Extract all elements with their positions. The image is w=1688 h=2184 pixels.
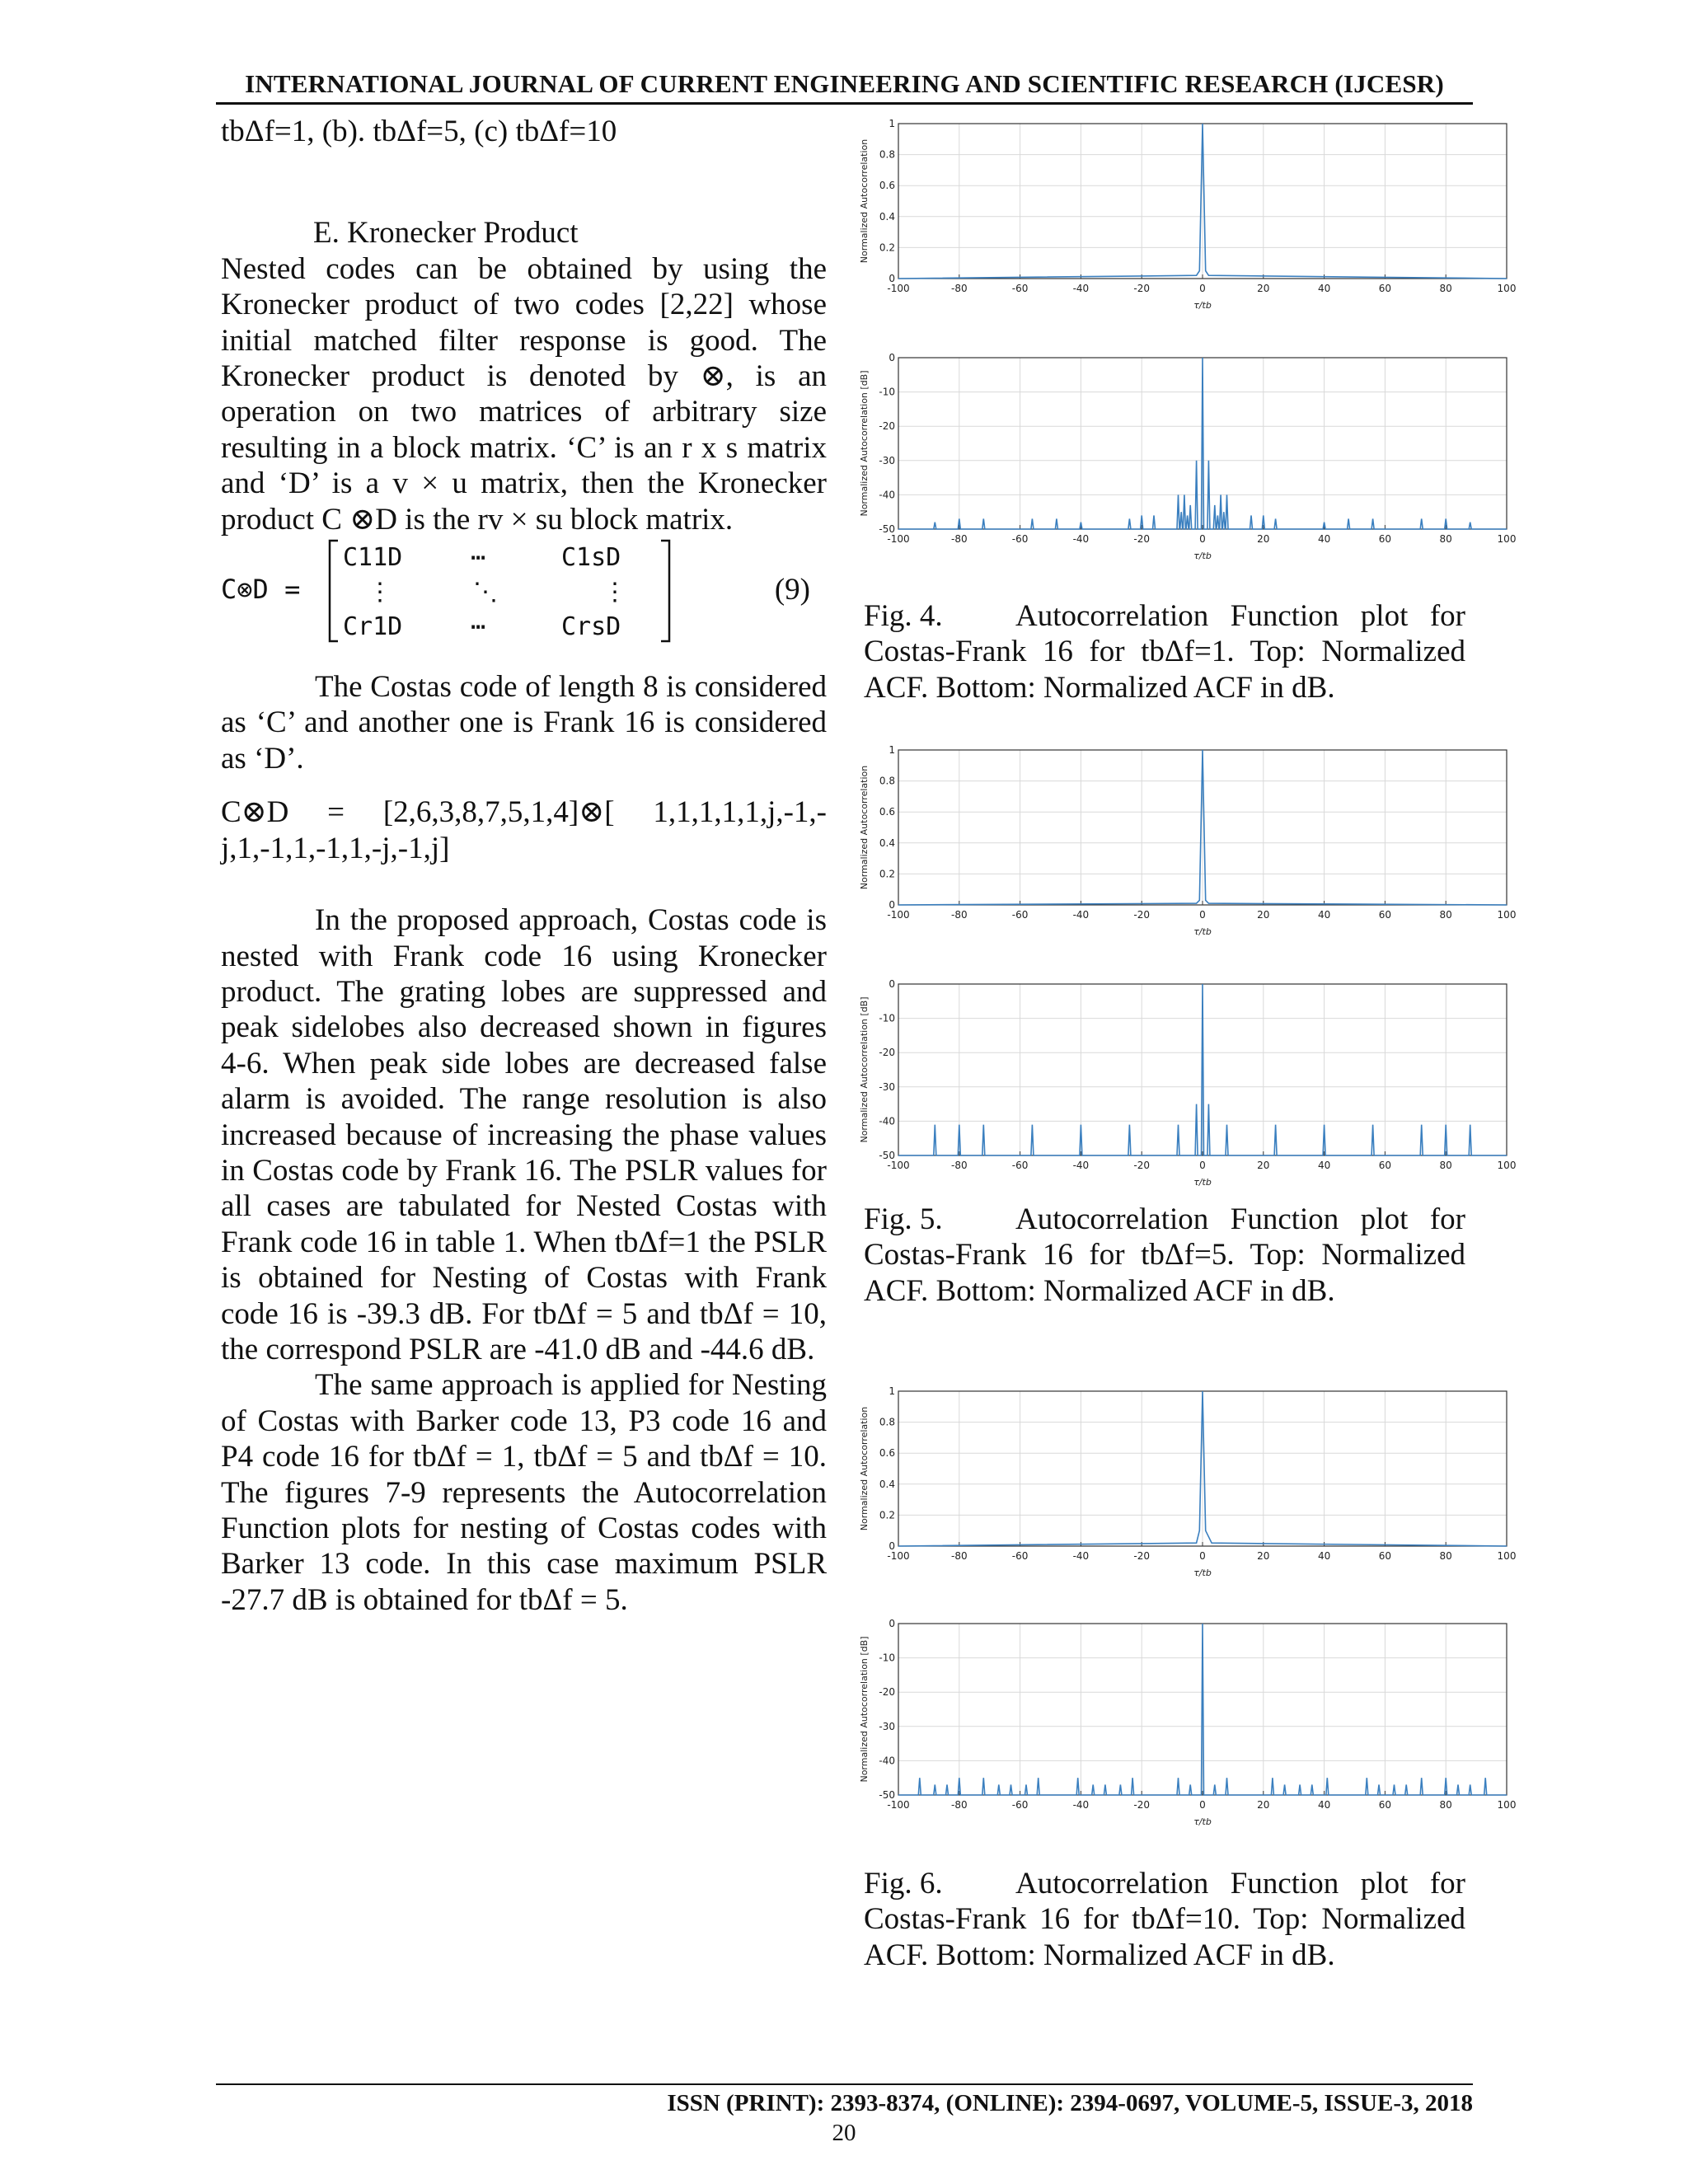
figure-6-caption-text: Autocorrelation Function plot for Costas-Frank 16 for tbΔf=10. Top: Normalized ACF. Bottom: Normalized ACF in dB. bbox=[864, 1867, 1465, 1972]
figure-5-label: Fig. 5. bbox=[864, 1202, 943, 1236]
x-tick-label: -40 bbox=[1072, 1160, 1090, 1171]
figure-5-caption-text: Autocorrelation Function plot for Costas-Frank 16 for tbΔf=5. Top: Normalized ACF. Bottom: Normalized ACF in dB. bbox=[864, 1202, 1465, 1308]
figure-6-top-plot bbox=[857, 1383, 1517, 1589]
x-tick-label: 80 bbox=[1439, 283, 1452, 294]
figure-4-caption-text: Autocorrelation Function plot for Costas-Frank 16 for tbΔf=1. Top: Normalized ACF. Bottom: Normalized ACF in dB. bbox=[864, 599, 1465, 705]
page-number: 20 bbox=[832, 2120, 856, 2146]
y-axis-label: Normalized Autocorrelation [dB] bbox=[859, 370, 870, 517]
x-tick-label: 20 bbox=[1257, 909, 1270, 921]
y-tick-label: -30 bbox=[879, 454, 895, 466]
x-tick-label: 40 bbox=[1317, 1799, 1331, 1811]
y-tick-label: 0 bbox=[889, 1540, 895, 1552]
equation-number: (9) bbox=[774, 573, 810, 607]
y-tick-label: 0.6 bbox=[879, 1447, 895, 1460]
x-tick-label: -60 bbox=[1011, 533, 1029, 545]
x-axis-label: τ/tb bbox=[1193, 926, 1212, 937]
x-tick-label: 40 bbox=[1317, 1550, 1331, 1562]
x-tick-label: 40 bbox=[1317, 1160, 1331, 1171]
chart-fig4-acf-db bbox=[857, 349, 1517, 572]
x-tick-label: -80 bbox=[950, 1550, 968, 1562]
paragraph-costas-frank: The Costas code of length 8 is considered as ‘C’ and another one is Frank 16 is considered as ‘D’. bbox=[221, 670, 827, 776]
x-tick-label: 0 bbox=[1199, 1799, 1206, 1811]
chart-fig6-acf-db bbox=[857, 1615, 1517, 1838]
y-tick-label: 0.6 bbox=[879, 806, 895, 818]
matrix-cell: ⋯ bbox=[471, 543, 486, 573]
chart-fig5-acf-db bbox=[857, 976, 1517, 1198]
x-tick-label: -40 bbox=[1072, 283, 1090, 294]
y-tick-label: 0.2 bbox=[879, 868, 895, 880]
x-tick-label: -80 bbox=[950, 909, 968, 921]
y-tick-label: 0.6 bbox=[879, 180, 895, 192]
x-tick-label: 80 bbox=[1439, 909, 1452, 921]
x-tick-label: 60 bbox=[1378, 533, 1392, 545]
y-tick-label: 0 bbox=[889, 978, 895, 990]
x-tick-label: 20 bbox=[1257, 1160, 1270, 1171]
x-tick-label: -60 bbox=[1011, 1550, 1029, 1562]
x-tick-label: -40 bbox=[1072, 1550, 1090, 1562]
y-tick-label: 0.2 bbox=[879, 1509, 895, 1521]
y-tick-label: 0.8 bbox=[879, 775, 895, 787]
matrix-cell: ⋮ bbox=[603, 578, 627, 607]
x-tick-label: 60 bbox=[1378, 909, 1392, 921]
y-tick-label: -50 bbox=[879, 1150, 895, 1161]
x-tick-label: -40 bbox=[1072, 1799, 1090, 1811]
previous-caption-tail: tbΔf=1, (b). tbΔf=5, (c) tbΔf=10 bbox=[221, 115, 617, 148]
y-tick-label: -40 bbox=[879, 489, 895, 501]
block-matrix bbox=[326, 537, 788, 644]
x-axis-label: τ/tb bbox=[1193, 300, 1212, 311]
y-tick-label: -30 bbox=[879, 1720, 895, 1732]
y-tick-label: 0.4 bbox=[879, 210, 895, 223]
x-tick-label: 40 bbox=[1317, 283, 1331, 294]
x-tick-label: -80 bbox=[950, 283, 968, 294]
x-tick-label: 100 bbox=[1497, 1799, 1517, 1811]
x-tick-label: 80 bbox=[1439, 1160, 1452, 1171]
figure-5-caption bbox=[864, 1202, 1465, 1309]
left-column bbox=[221, 114, 827, 1618]
x-tick-label: 100 bbox=[1497, 1160, 1517, 1171]
chart-fig5-normalized-acf bbox=[857, 742, 1517, 948]
x-tick-label: -100 bbox=[887, 1550, 910, 1562]
x-tick-label: 40 bbox=[1317, 533, 1331, 545]
figure-6-label: Fig. 6. bbox=[864, 1867, 943, 1900]
y-tick-label: -20 bbox=[879, 1047, 895, 1059]
figure-4-label: Fig. 4. bbox=[864, 599, 943, 633]
y-tick-label: -10 bbox=[879, 386, 895, 398]
section-heading: E. Kronecker Product bbox=[313, 216, 579, 251]
y-tick-label: -10 bbox=[879, 1652, 895, 1664]
equation-9 bbox=[221, 537, 827, 644]
x-tick-label: 80 bbox=[1439, 1550, 1452, 1562]
x-tick-label: 100 bbox=[1497, 533, 1517, 545]
matrix-cell: Cr1D bbox=[343, 612, 403, 642]
y-tick-label: -40 bbox=[879, 1115, 895, 1127]
y-tick-label: -20 bbox=[879, 1686, 895, 1699]
figure-5-bottom-plot bbox=[857, 976, 1517, 1198]
y-tick-label: -10 bbox=[879, 1012, 895, 1024]
x-tick-label: -80 bbox=[950, 533, 968, 545]
x-tick-label: 0 bbox=[1199, 283, 1206, 294]
matrix-cell: CrsD bbox=[561, 612, 621, 642]
y-tick-label: 0.4 bbox=[879, 1478, 895, 1490]
x-tick-label: -100 bbox=[887, 1799, 910, 1811]
x-tick-label: 0 bbox=[1199, 909, 1206, 921]
x-axis-label: τ/tb bbox=[1193, 551, 1212, 561]
footer-rule bbox=[216, 2083, 1473, 2085]
y-tick-label: 0.8 bbox=[879, 148, 895, 161]
x-tick-label: 20 bbox=[1257, 1550, 1270, 1562]
y-tick-label: -20 bbox=[879, 420, 895, 433]
x-tick-label: 0 bbox=[1199, 533, 1206, 545]
x-tick-label: 40 bbox=[1317, 909, 1331, 921]
x-tick-label: -20 bbox=[1133, 283, 1151, 294]
y-axis-label: Normalized Autocorrelation bbox=[859, 138, 870, 264]
x-axis-label: τ/tb bbox=[1193, 1177, 1212, 1188]
chart-fig6-normalized-acf bbox=[857, 1383, 1517, 1589]
issn-footer: ISSN (PRINT): 2393-8374, (ONLINE): 2394-0697, VOLUME-5, ISSUE-3, 2018 bbox=[667, 2090, 1473, 2116]
y-tick-label: 1 bbox=[889, 118, 895, 129]
x-tick-label: 60 bbox=[1378, 1550, 1392, 1562]
y-tick-label: -30 bbox=[879, 1080, 895, 1093]
paragraph-kronecker-intro: Nested codes can be obtained by using the Kronecker product of two codes [2,22] whose initial matched filter response is good. The Kronecker product is denoted by ⊗, is an operation on two matrices of arbitrary size resulting in a block matrix. ‘C’ is an r x s matrix and ‘D’ is a v × u matrix, then the Kronecker product C ⊗D is the rv × su block matrix. bbox=[221, 251, 827, 537]
x-tick-label: -100 bbox=[887, 533, 910, 545]
y-tick-label: -40 bbox=[879, 1755, 895, 1767]
figure-4-top-plot bbox=[857, 115, 1517, 321]
y-tick-label: 0.4 bbox=[879, 837, 895, 849]
chart-fig4-normalized-acf bbox=[857, 115, 1517, 321]
x-tick-label: -20 bbox=[1133, 1550, 1151, 1562]
y-tick-label: -50 bbox=[879, 523, 895, 535]
y-tick-label: 0.2 bbox=[879, 241, 895, 254]
x-tick-label: 0 bbox=[1199, 1160, 1206, 1171]
y-tick-label: 0.8 bbox=[879, 1416, 895, 1428]
matrix-cell: C1sD bbox=[561, 543, 621, 573]
x-tick-label: -60 bbox=[1011, 909, 1029, 921]
header-rule bbox=[216, 102, 1473, 105]
x-tick-label: -60 bbox=[1011, 1799, 1029, 1811]
paragraph-proposed-approach: In the proposed approach, Costas code is nested with Frank code 16 using Kronecker product. The grating lobes are suppressed and peak sidelobes also decreased shown in figures 4-6. When peak side lobes are decreased false alarm is avoided. The range resolution is also increased because of increasing the phase values in Costas code by Frank 16. The PSLR values for all cases are tabulated for Nested Costas with Frank code 16 in table 1. When tbΔf=1 the PSLR is obtained for Nesting of Costas with Frank code 16 is -39.3 dB. For tbΔf = 5 and tbΔf = 10, the correspond PSLR are -41.0 dB and -44.6 dB. bbox=[221, 903, 827, 1366]
equation-lhs: C⊗D = bbox=[221, 574, 301, 606]
x-tick-label: -20 bbox=[1133, 1799, 1151, 1811]
y-axis-label: Normalized Autocorrelation [dB] bbox=[859, 996, 870, 1143]
x-tick-label: 0 bbox=[1199, 1550, 1206, 1562]
y-tick-label: 0 bbox=[889, 273, 895, 284]
y-axis-label: Normalized Autocorrelation bbox=[859, 1406, 870, 1531]
x-tick-label: 60 bbox=[1378, 1160, 1392, 1171]
y-tick-label: 1 bbox=[889, 744, 895, 756]
paragraph-kronecker-expression: C⊗D = [2,6,3,8,7,5,1,4]⊗[ 1,1,1,1,1,j,-1,-j,1,-1,1,-1,1,-j,-1,j] bbox=[221, 795, 827, 865]
x-tick-label: -80 bbox=[950, 1160, 968, 1171]
x-tick-label: -20 bbox=[1133, 909, 1151, 921]
x-tick-label: 100 bbox=[1497, 909, 1517, 921]
matrix-cell: ⋱ bbox=[473, 578, 498, 607]
x-tick-label: -60 bbox=[1011, 1160, 1029, 1171]
x-tick-label: 20 bbox=[1257, 1799, 1270, 1811]
x-tick-label: -60 bbox=[1011, 283, 1029, 294]
y-tick-label: 0 bbox=[889, 352, 895, 363]
x-tick-label: -40 bbox=[1072, 533, 1090, 545]
figure-6-bottom-plot bbox=[857, 1615, 1517, 1838]
x-tick-label: -20 bbox=[1133, 533, 1151, 545]
figure-4-bottom-plot bbox=[857, 349, 1517, 572]
matrix-cell: C11D bbox=[343, 543, 403, 573]
x-tick-label: -40 bbox=[1072, 909, 1090, 921]
x-tick-label: 20 bbox=[1257, 283, 1270, 294]
x-tick-label: -100 bbox=[887, 283, 910, 294]
x-axis-label: τ/tb bbox=[1193, 1568, 1212, 1578]
y-tick-label: 0 bbox=[889, 1618, 895, 1629]
y-tick-label: 0 bbox=[889, 899, 895, 911]
paragraph-same-approach: The same approach is applied for Nesting of Costas with Barker code 13, P3 code 16 and P4 code 16 for tbΔf = 1, tbΔf = 5 and tbΔf = 10. The figures 7-9 represents the Autocorrelation Function plots for nesting of Costas codes with Barker 13 code. In this case maximum PSLR -27.7 dB is obtained for tbΔf = 5. bbox=[221, 1368, 827, 1617]
x-tick-label: 20 bbox=[1257, 533, 1270, 545]
matrix-cell: ⋮ bbox=[368, 578, 392, 607]
y-tick-label: 1 bbox=[889, 1385, 895, 1397]
y-tick-label: -50 bbox=[879, 1789, 895, 1801]
x-tick-label: 80 bbox=[1439, 533, 1452, 545]
journal-header: INTERNATIONAL JOURNAL OF CURRENT ENGINEERING AND SCIENTIFIC RESEARCH (IJCESR) bbox=[245, 69, 1444, 98]
x-tick-label: 60 bbox=[1378, 1799, 1392, 1811]
matrix-cell: ⋯ bbox=[471, 612, 486, 642]
figure-4-caption bbox=[864, 598, 1465, 705]
figure-6-caption bbox=[864, 1866, 1465, 1973]
y-axis-label: Normalized Autocorrelation [dB] bbox=[859, 1636, 870, 1783]
x-tick-label: -20 bbox=[1133, 1160, 1151, 1171]
x-axis-label: τ/tb bbox=[1193, 1816, 1212, 1827]
x-tick-label: -100 bbox=[887, 909, 910, 921]
figure-5-top-plot bbox=[857, 742, 1517, 948]
x-tick-label: 60 bbox=[1378, 283, 1392, 294]
x-tick-label: 100 bbox=[1497, 1550, 1517, 1562]
x-tick-label: -80 bbox=[950, 1799, 968, 1811]
x-tick-label: 100 bbox=[1497, 283, 1517, 294]
y-axis-label: Normalized Autocorrelation bbox=[859, 765, 870, 890]
x-tick-label: -100 bbox=[887, 1160, 910, 1171]
x-tick-label: 80 bbox=[1439, 1799, 1452, 1811]
